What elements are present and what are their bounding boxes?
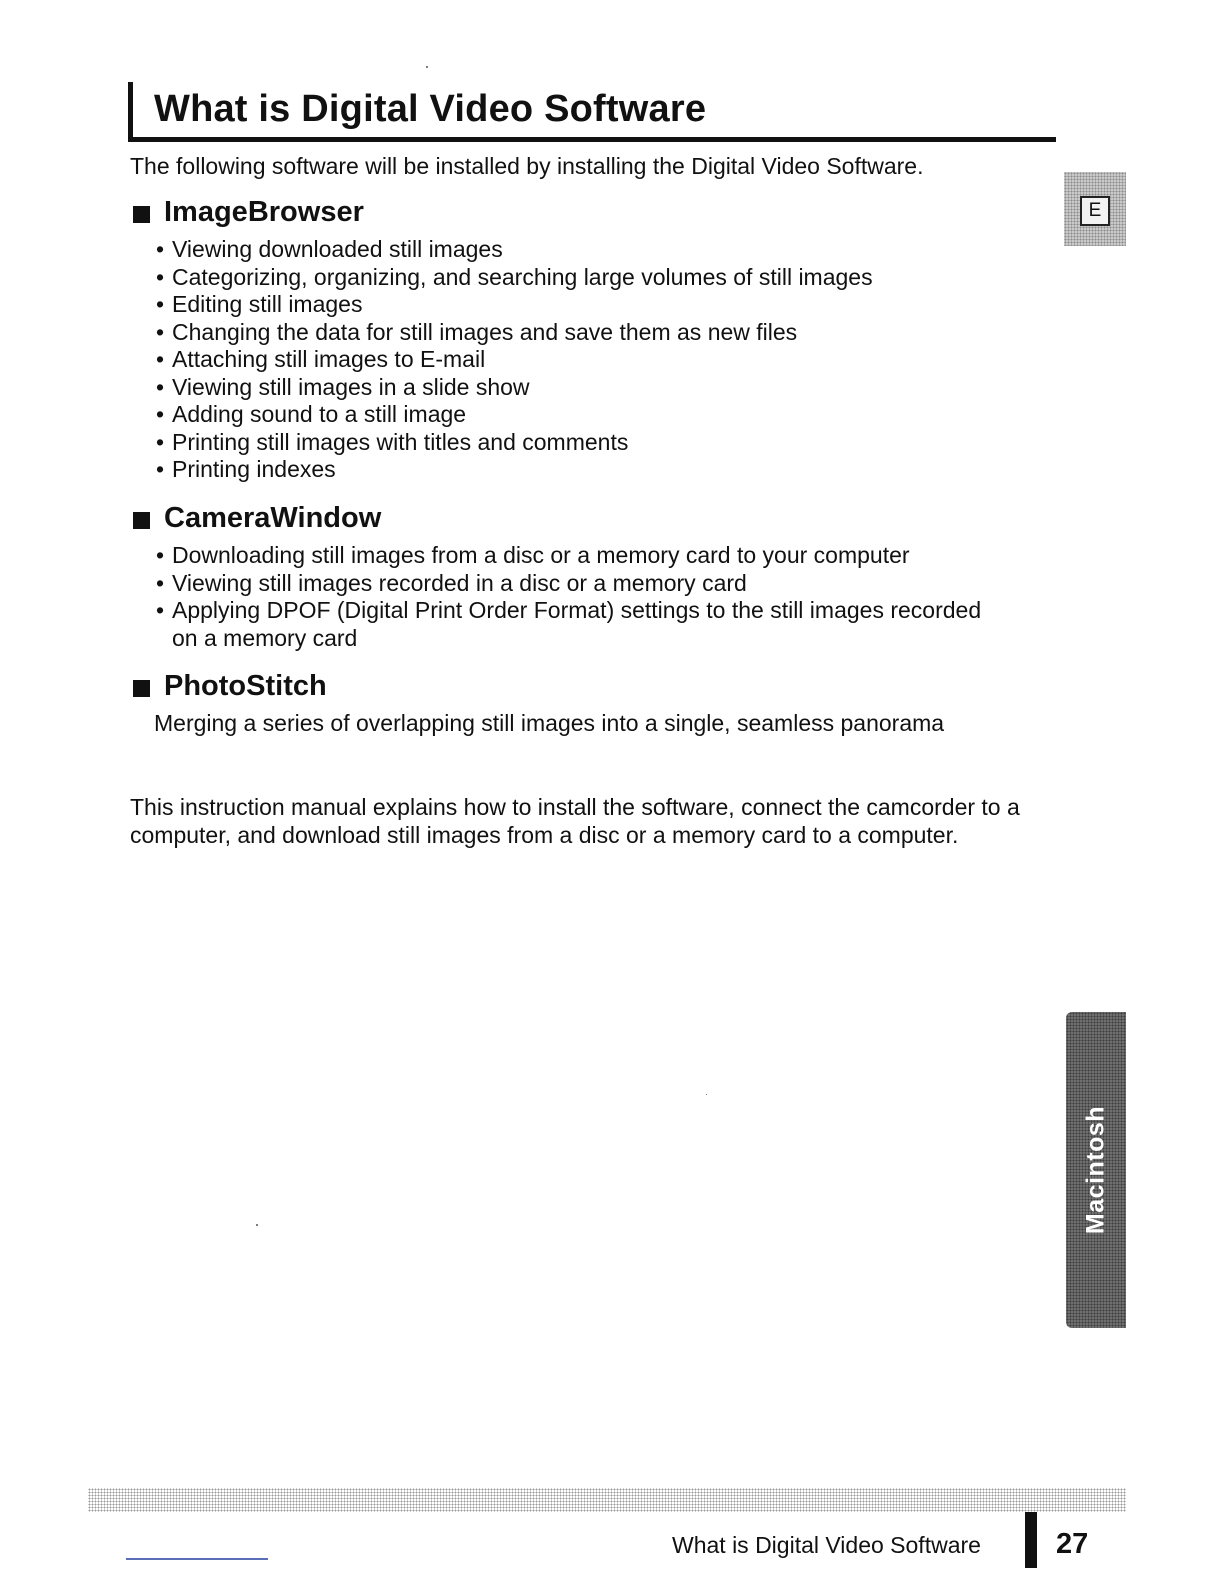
list-item xyxy=(132,319,1072,347)
list-item xyxy=(132,401,1072,429)
footer-section-title: What is Digital Video Software xyxy=(672,1532,985,1559)
bullet-dot-icon: • xyxy=(156,263,165,290)
language-tab xyxy=(1064,172,1126,246)
list-item-text: Downloading still images from a disc or a memory card to your computer xyxy=(172,542,910,568)
square-bullet-icon xyxy=(133,512,150,529)
list-item xyxy=(132,597,992,652)
list-item xyxy=(132,236,1072,264)
footer-underline-decoration xyxy=(126,1558,268,1560)
section-title: ImageBrowser xyxy=(164,196,364,228)
scan-speck xyxy=(256,1224,258,1226)
section-imagebrowser xyxy=(132,196,1072,484)
feature-list xyxy=(132,236,1072,484)
bullet-dot-icon: • xyxy=(156,597,165,623)
list-item-text: Categorizing, organizing, and searching large volumes of still images xyxy=(172,263,873,290)
language-tab-label: E xyxy=(1080,196,1110,226)
page-number: 27 xyxy=(1052,1528,1092,1561)
list-item xyxy=(132,291,1072,319)
bullet-dot-icon: • xyxy=(156,569,165,596)
title-underline xyxy=(128,137,1056,142)
title-bar-decoration xyxy=(128,82,133,142)
scan-speck xyxy=(706,1094,707,1095)
scan-speck xyxy=(426,66,428,68)
list-item-text: Viewing still images in a slide show xyxy=(172,373,530,400)
page-title: What is Digital Video Software xyxy=(154,88,707,130)
list-item xyxy=(132,264,1072,292)
list-item-text: Applying DPOF (Digital Print Order Format) settings to the still images recorded on a memory card xyxy=(172,597,982,651)
square-bullet-icon xyxy=(133,680,150,697)
section-description: Merging a series of overlapping still images into a single, seamless panorama xyxy=(154,710,945,736)
list-item-text: Adding sound to a still image xyxy=(172,401,467,427)
section-title: CameraWindow xyxy=(164,502,382,534)
section-camerawindow xyxy=(132,502,1072,652)
bullet-dot-icon: • xyxy=(156,401,165,427)
list-item xyxy=(132,456,1072,484)
list-item xyxy=(132,346,1072,374)
bullet-dot-icon: • xyxy=(156,236,165,262)
bullet-dot-icon: • xyxy=(156,456,165,482)
intro-text: The following software will be installed by installing the Digital Video Software. xyxy=(130,153,924,179)
footer-dotted-band xyxy=(88,1488,1126,1512)
list-item-text: Viewing downloaded still images xyxy=(172,236,503,262)
section-heading xyxy=(132,670,1072,706)
platform-tab-label: Macintosh xyxy=(1081,1105,1110,1235)
bullet-dot-icon: • xyxy=(156,373,165,400)
list-item-text: Printing indexes xyxy=(172,456,336,482)
list-item xyxy=(132,429,1072,457)
list-item-text: Viewing still images recorded in a disc or a memory card xyxy=(172,569,747,596)
list-item-text: Attaching still images to E-mail xyxy=(172,346,486,372)
list-item-text: Editing still images xyxy=(172,291,363,317)
section-heading xyxy=(132,502,1072,538)
platform-tab xyxy=(1066,1012,1126,1328)
section-heading xyxy=(132,196,1072,232)
square-bullet-icon xyxy=(133,206,150,223)
bullet-dot-icon: • xyxy=(156,542,165,568)
section-photostitch xyxy=(132,670,1072,738)
list-item xyxy=(132,542,992,570)
closing-paragraph: This instruction manual explains how to install the software, connect the camcorder to a computer, and download still images from a disc or a memory card to a computer. xyxy=(130,794,1020,848)
list-item-text: Changing the data for still images and save them as new files xyxy=(172,318,798,345)
section-title: PhotoStitch xyxy=(164,670,327,702)
footer-divider-bar xyxy=(1025,1512,1037,1568)
list-item xyxy=(132,570,992,598)
list-item-text: Printing still images with titles and comments xyxy=(172,428,629,455)
bullet-dot-icon: • xyxy=(156,318,165,345)
list-item xyxy=(132,374,1072,402)
bullet-dot-icon: • xyxy=(156,346,165,372)
bullet-dot-icon: • xyxy=(156,291,165,317)
page-title-block xyxy=(128,82,1056,144)
bullet-dot-icon: • xyxy=(156,428,165,455)
feature-list xyxy=(132,542,992,652)
